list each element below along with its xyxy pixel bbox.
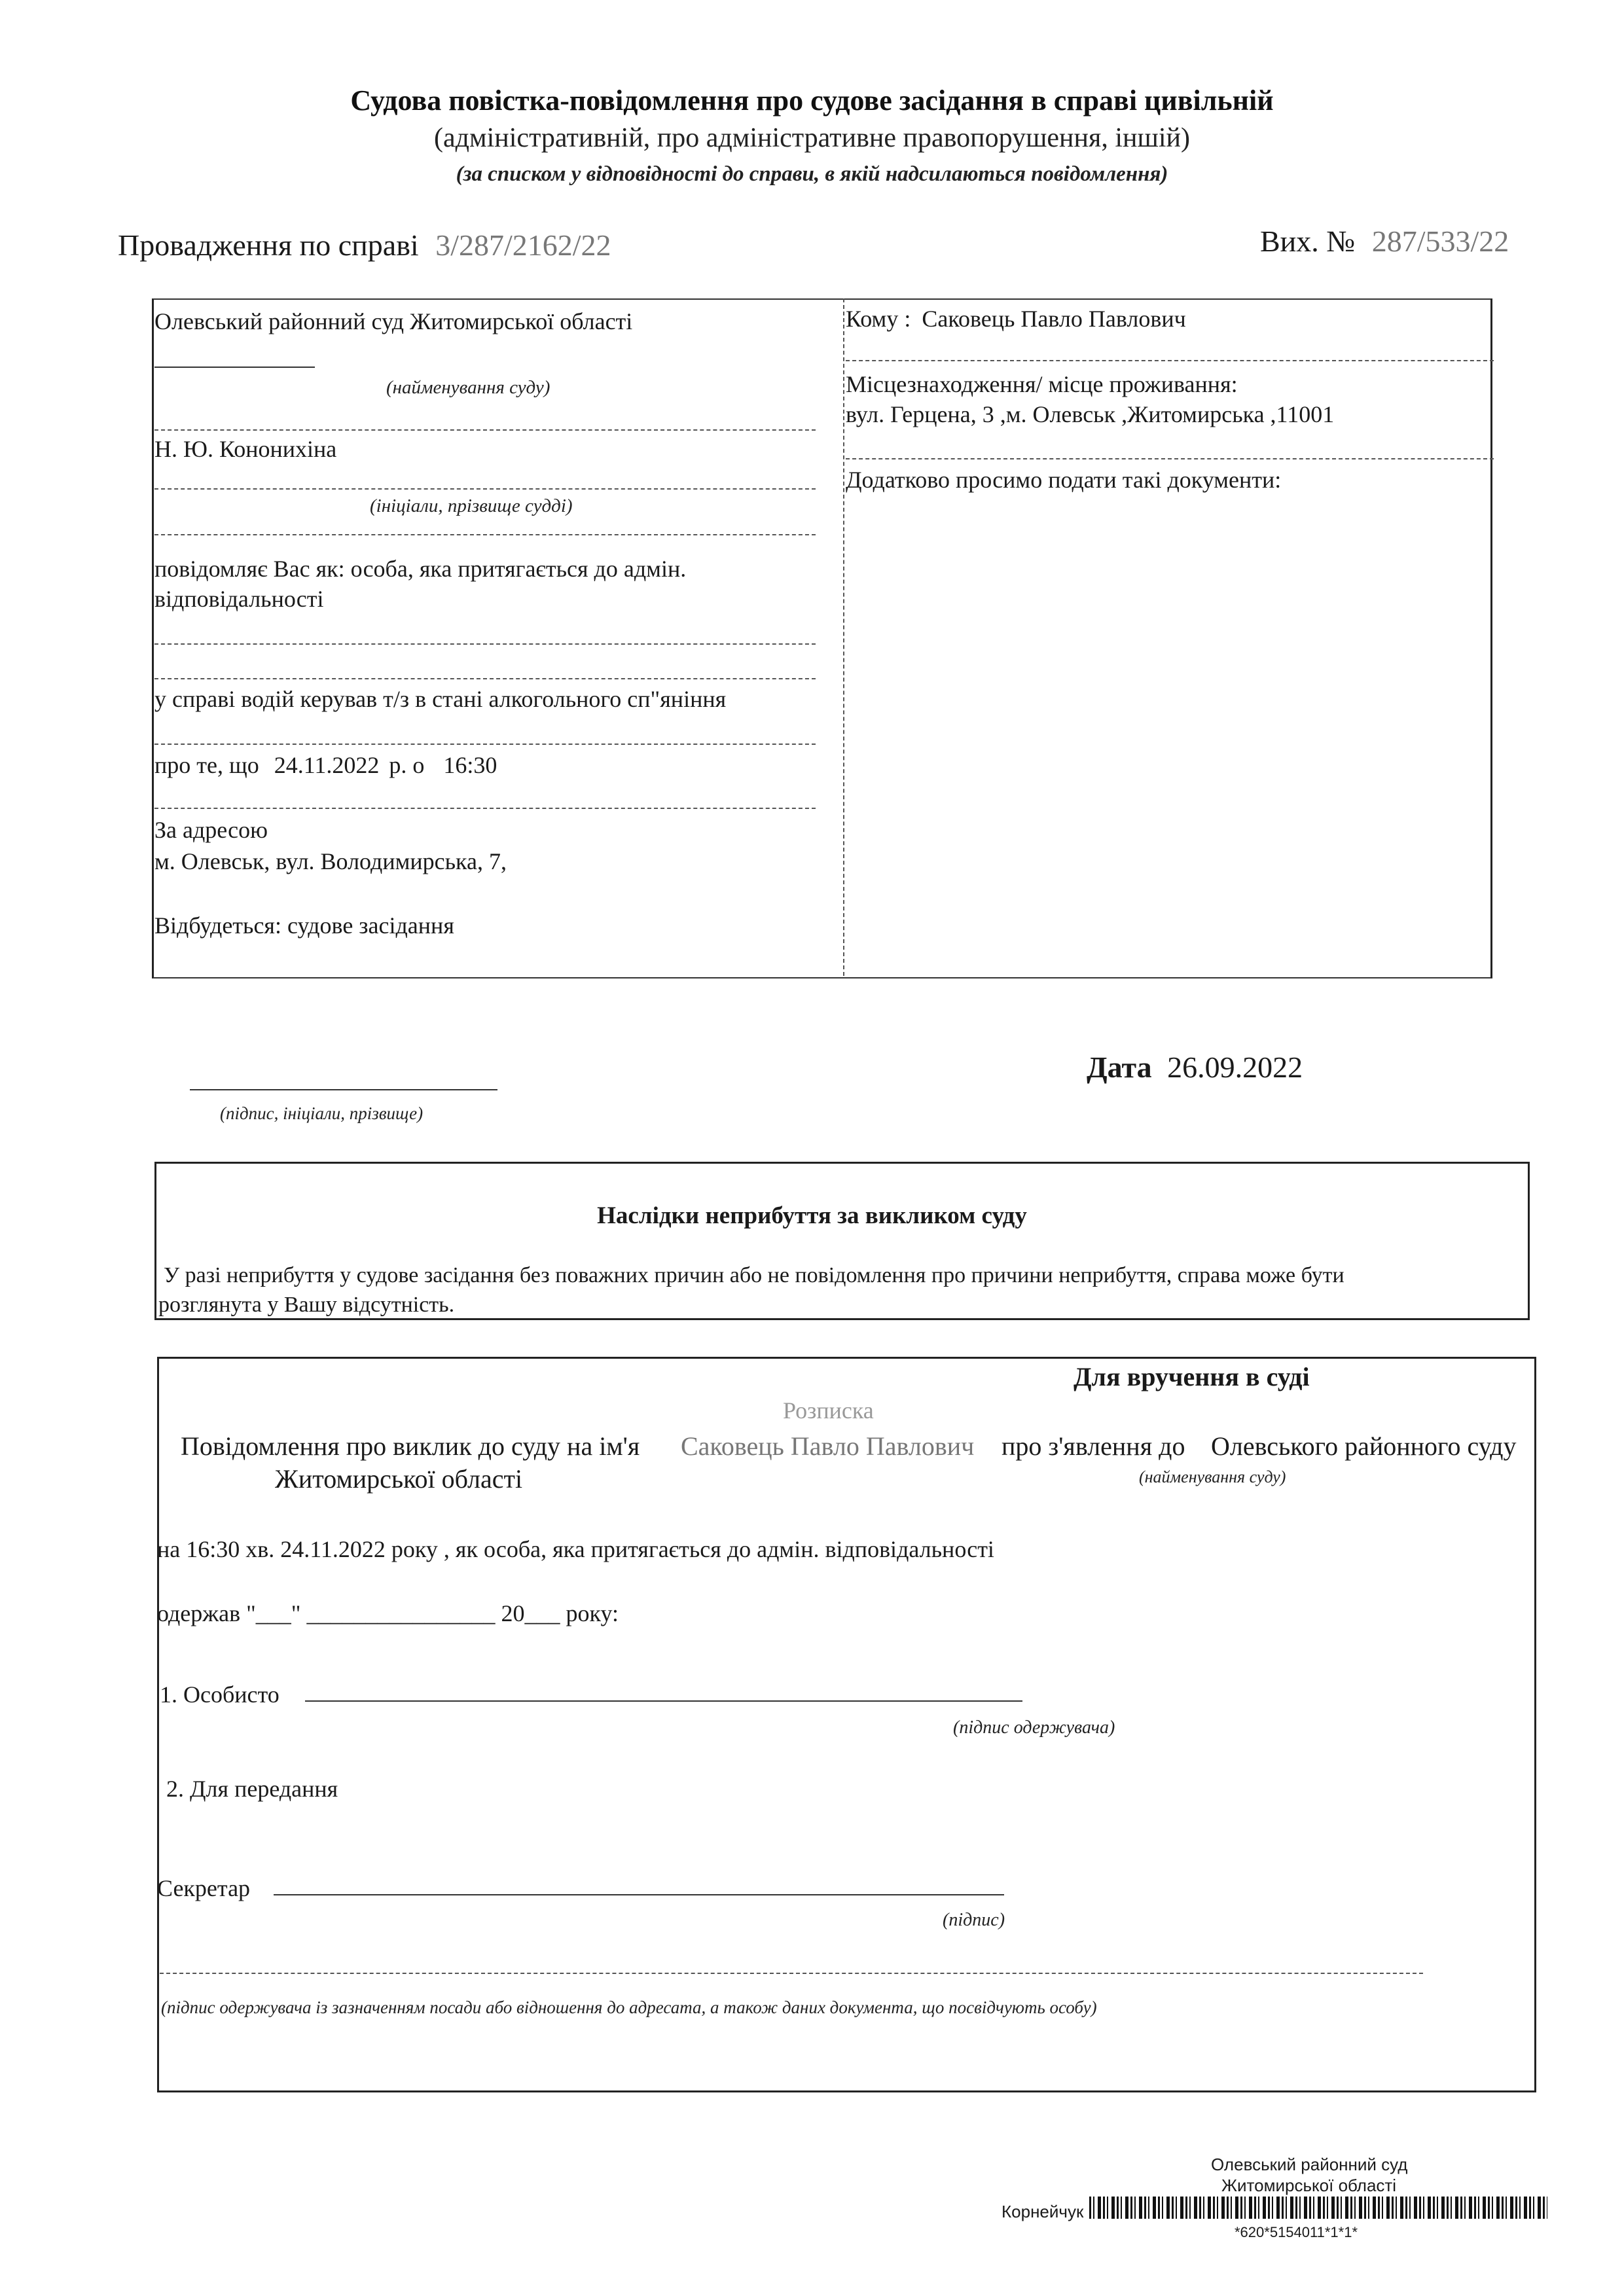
divider-r1 [846,360,1494,361]
divider-7 [154,808,816,809]
divider-4 [154,643,816,645]
receipt-court-caption: (найменування суду) [1139,1467,1286,1486]
notifies-line-2: відповідальності [154,586,324,612]
judge-name: Н. Ю. Кононихіна [154,436,337,462]
barcode-text: *620*5154011*1*1* [1235,2224,1358,2240]
clerk-name: Корнейчук [1001,2202,1084,2221]
barcode [1089,2197,1547,2219]
appearance-text: про з'явлення до [1001,1431,1185,1461]
receipt-time-line: на 16:30 хв. 24.11.2022 року , як особа, яка притягається до адмін. відповідальності [157,1536,994,1562]
document-note: (за списком у відповідності до справи, в якій надсилаються повідомлення) [456,162,1168,186]
to-label: Кому : [846,306,911,332]
stamp-court-line-2: Житомирської області [1221,2176,1397,2195]
documents-label: Додатково просимо подати такі документи: [846,467,1282,493]
consequences-title: Наслідки неприбуття за викликом суду [597,1202,1027,1229]
hearing-time-line [154,751,497,779]
secretary-sign-line [274,1894,1004,1895]
hearing-time: 16:30 [443,752,497,778]
case-reference [118,228,611,262]
transfer-label: 2. Для передання [166,1776,338,1802]
signature-caption: (підпис, ініціали, прізвище) [220,1103,424,1123]
receipt-heading: Розписка [783,1397,874,1424]
date-value: 26.09.2022 [1167,1050,1303,1084]
document-date [1087,1050,1303,1085]
divider-2 [154,488,816,490]
hearing-date: 24.11.2022 [274,752,380,778]
location-label: Місцезнаходження/ місце проживання: [846,371,1238,397]
divider-1 [154,429,816,431]
court-underline [154,367,315,368]
secretary-label: Секретар [157,1875,251,1901]
year-suffix: р. о [389,752,425,778]
recipient-address: вул. Герцена, 3 ,м. Олевськ ,Житомирська ,11001 [846,401,1335,427]
delivery-label: Для вручення в суді [1074,1362,1310,1391]
receipt-divider [160,1973,1423,1974]
receipt-footer-caption: (підпис одержувача із зазначенням посади або відношення до адресата, а також даних документа, що посвідчують особу) [161,1998,1097,2017]
divider-r2 [846,458,1494,459]
case-number: 3/287/2162/22 [435,228,611,262]
address-label: За адресою [154,817,268,843]
divider-5 [154,678,816,679]
hearing-address: м. Олевськ, вул. Володимирська, 7, [154,848,507,874]
form-divider [843,298,844,976]
case-label: Провадження по справі [118,228,419,262]
judge-caption: (ініціали, прізвище судді) [370,495,573,516]
divider-6 [154,744,816,745]
date-label: Дата [1087,1050,1152,1084]
court-name: Олевський районний суд Житомирської області [154,308,633,334]
event-type: Відбудеться: судове засідання [154,912,454,939]
recipient-name: Саковець Павло Павлович [922,306,1186,332]
case-subject: у справі водій керував т/з в стані алкогольного сп"яніння [154,686,727,712]
divider-3 [154,534,816,535]
court-caption: (найменування суду) [386,377,550,398]
recipient-line [846,305,1186,332]
outgoing-number: 287/533/22 [1371,224,1509,258]
notifies-line-1: повідомляє Вас як: особа, яка притягається до адмін. [154,556,687,582]
personal-label: 1. Особисто [160,1681,280,1708]
outgoing-label: Вих. № [1260,224,1356,258]
notice-prefix: Повідомлення про виклик до суду на ім'я [181,1431,640,1461]
document-title: Судова повістка-повідомлення про судове засідання в справі цивільній [350,84,1274,117]
court-name-line-1: Олевського районного суду [1211,1431,1517,1461]
court-name-line-2: Житомирської області [275,1464,523,1494]
received-line: одержав "___" ________________ 20___ року: [157,1600,619,1626]
stamp-court-line-1: Олевський районний суд [1211,2155,1408,2174]
consequences-text-1: У разі неприбуття у судове засідання без поважних причин або не повідомлення про причини неприбуття, справа може бути [164,1263,1344,1287]
recipient-sign-caption: (підпис одержувача) [953,1717,1115,1738]
document-subtitle: (адміністративній, про адміністративне правопорушення, іншій) [434,123,1190,153]
secretary-sign-caption: (підпис) [943,1910,1005,1930]
consequences-text-2: розглянута у Вашу відсутність. [158,1293,455,1317]
notice-recipient: Саковець Павло Павлович [681,1431,975,1461]
outgoing-reference [1260,224,1509,259]
signature-line [190,1089,497,1090]
about-prefix: про те, що [154,752,259,778]
personal-sign-line [305,1700,1022,1702]
